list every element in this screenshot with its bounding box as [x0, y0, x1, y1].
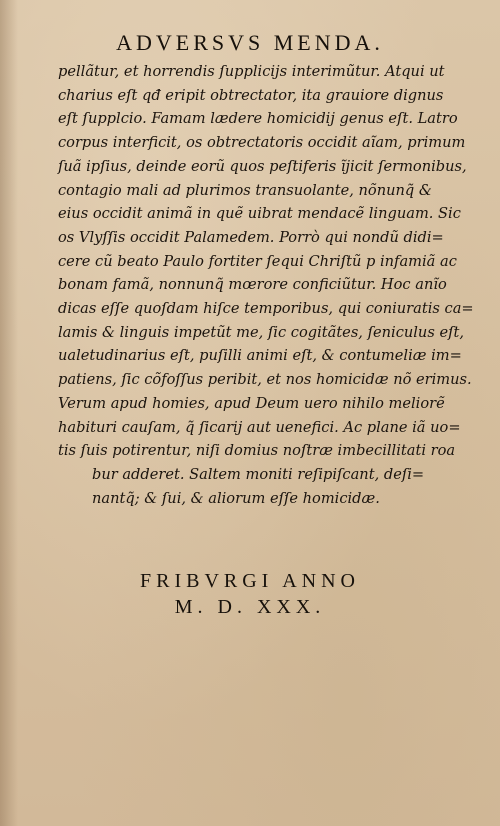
- text-line: ſuã ipſius, deinde eorũ quos peſtiferis ĩjicit ſermonibus,: [58, 157, 467, 175]
- spine-shadow: [0, 0, 18, 826]
- text-line: eius occidit animã in quẽ uibrat mendacẽ linguam. Sic: [58, 205, 461, 223]
- text-line: bonam famã, nonnunq̃ mœrore conficiũtur. Hoc anĩo: [58, 276, 447, 294]
- text-line: charius eſt qđ eripit obtrectator, ita grauiore dignus: [58, 86, 444, 104]
- text-line: dicas eſſe quoſdam hiſce temporibus, qui coniuratis ca=: [58, 300, 474, 318]
- text-line: pellãtur, et horrendis ſupplicijs interimũtur. Atqui ut: [58, 63, 445, 80]
- running-head: ADVERSVS MENDA.: [116, 30, 384, 55]
- text-line: eſt ſupplcio. Famam lædere homicidij genus eſt. Latro: [58, 110, 458, 128]
- text-line: bur adderet. Saltem moniti reſipiſcant, deſi=: [92, 465, 425, 483]
- colophon-year: M. D. XXX.: [174, 596, 326, 618]
- text-line: nantq̃; & ſui, & aliorum eſſe homicidæ.: [92, 489, 380, 507]
- text-line: tis ſuis potirentur, niſi domius noſtræ imbecillitati roa: [58, 442, 456, 460]
- text-line: patiens, ſic cõfoſſus peribit, et nos homicidæ nõ erimus.: [58, 371, 472, 389]
- text-line: corpus interficit, os obtrectatoris occidit aĩam, primum: [58, 134, 466, 152]
- text-line: Verum apud homies, apud Deum uero nihilo meliorẽ: [58, 394, 445, 412]
- colophon-place: FRIBVRGI ANNO: [139, 570, 361, 592]
- text-line: cere cũ beato Paulo fortiter ſequi Chriſtũ p infamiã ac: [58, 252, 457, 270]
- text-line: habituri cauſam, q̃ ſicarij aut uenefici. Ac plane iã uo=: [58, 418, 461, 436]
- text-line: ualetudinarius eſt, puſilli animi eſt, & contumeliæ im=: [58, 347, 462, 365]
- text-line: contagio mali ad plurimos transuolante, nõnunq̃ &: [58, 181, 432, 199]
- colophon: [0, 568, 500, 620]
- text-line: lamis & linguis impetũt me, ſic cogitãtes, ſeniculus eſt,: [58, 323, 465, 341]
- body-text: [58, 60, 478, 510]
- text-line: os Vlyſſis occidit Palamedem. Porrò qui nondũ didi=: [58, 228, 444, 246]
